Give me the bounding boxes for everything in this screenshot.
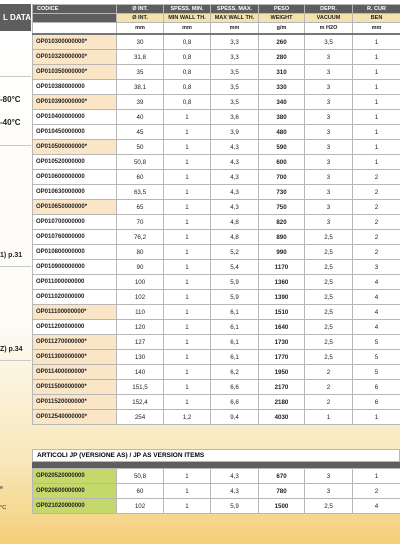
- code-cell: OP010900000000: [33, 260, 117, 275]
- weight-cell: 260: [259, 34, 305, 50]
- min-wall-cell: 1: [164, 499, 211, 514]
- max-wall-cell: 3,5: [211, 95, 259, 110]
- weight-cell: 890: [259, 230, 305, 245]
- table-row: [33, 410, 400, 425]
- spec-table: [32, 4, 400, 425]
- bend-cell: 1: [353, 95, 400, 110]
- int-diameter-cell: 31,8: [117, 50, 164, 65]
- int-diameter-cell: 151,5: [117, 380, 164, 395]
- int-diameter-cell: 152,4: [117, 395, 164, 410]
- vacuum-cell: 2,5: [305, 245, 353, 260]
- min-wall-cell: 0,8: [164, 34, 211, 50]
- vacuum-cell: 3: [305, 140, 353, 155]
- code-cell: OP010520000000: [33, 155, 117, 170]
- min-wall-cell: 1: [164, 469, 211, 484]
- max-wall-cell: 4,3: [211, 140, 259, 155]
- min-wall-cell: 1: [164, 140, 211, 155]
- max-wall-cell: 6,1: [211, 320, 259, 335]
- left-divider: [0, 360, 31, 361]
- vacuum-cell: 2,5: [305, 290, 353, 305]
- weight-cell: 330: [259, 80, 305, 95]
- code-cell: OP011000000000: [33, 275, 117, 290]
- max-wall-cell: 3,9: [211, 125, 259, 140]
- int-diameter-cell: 102: [117, 290, 164, 305]
- min-wall-cell: 1: [164, 245, 211, 260]
- vacuum-cell: 3: [305, 125, 353, 140]
- weight-cell: 670: [259, 469, 305, 484]
- table-row: [33, 65, 400, 80]
- vacuum-cell: 2,5: [305, 230, 353, 245]
- col-subheader-bend: BEN: [353, 14, 400, 23]
- code-cell: OP021020000000: [33, 499, 117, 514]
- unit-vacuum: m H2O: [305, 23, 353, 35]
- min-wall-cell: 1: [164, 320, 211, 335]
- max-wall-cell: 4,8: [211, 230, 259, 245]
- code-cell: OP010650000000*: [33, 200, 117, 215]
- table-row: [33, 185, 400, 200]
- code-cell: OP010320000000*: [33, 50, 117, 65]
- int-diameter-cell: 80: [117, 245, 164, 260]
- min-wall-cell: 1: [164, 110, 211, 125]
- code-cell: OP011520000000*: [33, 395, 117, 410]
- weight-cell: 280: [259, 50, 305, 65]
- int-diameter-cell: 90: [117, 260, 164, 275]
- weight-cell: 380: [259, 110, 305, 125]
- unit-code: [33, 23, 117, 35]
- code-cell: OP010700000000: [33, 215, 117, 230]
- col-header-bend: R. CUR: [353, 5, 400, 14]
- col-subheader-vacuum: VACUUM: [305, 14, 353, 23]
- max-wall-cell: 5,9: [211, 275, 259, 290]
- col-subheader-weight: WEIGHT: [259, 14, 305, 23]
- code-cell: OP011270000000*: [33, 335, 117, 350]
- vacuum-cell: 1: [305, 410, 353, 425]
- int-diameter-cell: 30: [117, 34, 164, 50]
- min-wall-cell: 0,8: [164, 65, 211, 80]
- table-row: [33, 380, 400, 395]
- table-row: [33, 275, 400, 290]
- min-wall-cell: 1: [164, 395, 211, 410]
- bend-cell: 1: [353, 110, 400, 125]
- table-header-row: [33, 5, 400, 14]
- table-units-row: [33, 23, 400, 35]
- table-row: [33, 230, 400, 245]
- int-diameter-cell: 45: [117, 125, 164, 140]
- max-wall-cell: 6,6: [211, 380, 259, 395]
- col-header-code: CODICE: [33, 5, 117, 14]
- min-wall-cell: 1: [164, 185, 211, 200]
- left-ref-2: Z) p.34: [0, 346, 23, 353]
- vacuum-cell: 3: [305, 484, 353, 499]
- vacuum-cell: 3: [305, 95, 353, 110]
- max-wall-cell: 4,8: [211, 215, 259, 230]
- vacuum-cell: 3,5: [305, 34, 353, 50]
- unit-max-wall: mm: [211, 23, 259, 35]
- code-cell: OP010350000000*: [33, 65, 117, 80]
- vacuum-cell: 2: [305, 395, 353, 410]
- bend-cell: 4: [353, 305, 400, 320]
- int-diameter-cell: 100: [117, 275, 164, 290]
- vacuum-cell: 2,5: [305, 260, 353, 275]
- code-cell: OP010500000000*: [33, 140, 117, 155]
- bend-cell: 5: [353, 365, 400, 380]
- weight-cell: 1950: [259, 365, 305, 380]
- left-temp-low: -80°C: [0, 95, 21, 104]
- table-row: [33, 245, 400, 260]
- max-wall-cell: 5,9: [211, 290, 259, 305]
- table-subheader-row: [33, 14, 400, 23]
- bend-cell: 2: [353, 185, 400, 200]
- vacuum-cell: 2,5: [305, 335, 353, 350]
- code-cell: OP011020000000: [33, 290, 117, 305]
- weight-cell: 820: [259, 215, 305, 230]
- min-wall-cell: 1: [164, 155, 211, 170]
- table-row: [33, 50, 400, 65]
- vacuum-cell: 2: [305, 380, 353, 395]
- min-wall-cell: 1: [164, 170, 211, 185]
- col-subheader-min-wall: MIN WALL TH.: [164, 14, 211, 23]
- int-diameter-cell: 102: [117, 499, 164, 514]
- max-wall-cell: 9,4: [211, 410, 259, 425]
- int-diameter-cell: 70: [117, 215, 164, 230]
- table-row: [33, 469, 400, 484]
- weight-cell: 4030: [259, 410, 305, 425]
- min-wall-cell: 0,8: [164, 95, 211, 110]
- weight-cell: 1500: [259, 499, 305, 514]
- left-divider: [0, 76, 31, 77]
- min-wall-cell: 1: [164, 290, 211, 305]
- bend-cell: 1: [353, 469, 400, 484]
- weight-cell: 2180: [259, 395, 305, 410]
- table-row: [33, 170, 400, 185]
- vacuum-cell: 3: [305, 200, 353, 215]
- bend-cell: 1: [353, 34, 400, 50]
- int-diameter-cell: 254: [117, 410, 164, 425]
- jp-table: [32, 468, 400, 514]
- max-wall-cell: 5,2: [211, 245, 259, 260]
- left-ref-1: 1) p.31: [0, 252, 23, 259]
- bend-cell: 1: [353, 410, 400, 425]
- table-row: [33, 290, 400, 305]
- unit-int-diameter: mm: [117, 23, 164, 35]
- min-wall-cell: 1: [164, 380, 211, 395]
- jp-section: [32, 449, 400, 514]
- weight-cell: 1770: [259, 350, 305, 365]
- bend-cell: 2: [353, 215, 400, 230]
- weight-cell: 750: [259, 200, 305, 215]
- vacuum-cell: 2,5: [305, 275, 353, 290]
- max-wall-cell: 5,4: [211, 260, 259, 275]
- col-subheader-code: [33, 14, 117, 23]
- weight-cell: 1730: [259, 335, 305, 350]
- unit-min-wall: mm: [164, 23, 211, 35]
- table-row: [33, 200, 400, 215]
- vacuum-cell: 3: [305, 170, 353, 185]
- spec-table-container: [32, 4, 400, 425]
- weight-cell: 730: [259, 185, 305, 200]
- bend-cell: 1: [353, 80, 400, 95]
- int-diameter-cell: 76,2: [117, 230, 164, 245]
- weight-cell: 1510: [259, 305, 305, 320]
- col-subheader-int-diameter: Ø INT.: [117, 14, 164, 23]
- min-wall-cell: 1: [164, 484, 211, 499]
- int-diameter-cell: 110: [117, 305, 164, 320]
- jp-table-body: [33, 469, 400, 514]
- bend-cell: 3: [353, 260, 400, 275]
- max-wall-cell: 4,3: [211, 200, 259, 215]
- max-wall-cell: 3,3: [211, 34, 259, 50]
- col-header-min-wall: SPESS. MIN.: [164, 5, 211, 14]
- table-row: [33, 350, 400, 365]
- max-wall-cell: 4,3: [211, 185, 259, 200]
- bend-cell: 5: [353, 335, 400, 350]
- table-row: [33, 499, 400, 514]
- code-cell: OP020520000000: [33, 469, 117, 484]
- min-wall-cell: 1,2: [164, 410, 211, 425]
- weight-cell: 990: [259, 245, 305, 260]
- table-row: [33, 215, 400, 230]
- bend-cell: 4: [353, 320, 400, 335]
- bend-cell: 1: [353, 125, 400, 140]
- bend-cell: 1: [353, 155, 400, 170]
- code-cell: OP011400000000*: [33, 365, 117, 380]
- code-cell: OP011200000000: [33, 320, 117, 335]
- weight-cell: 340: [259, 95, 305, 110]
- int-diameter-cell: 127: [117, 335, 164, 350]
- min-wall-cell: 0,8: [164, 80, 211, 95]
- bend-cell: 1: [353, 65, 400, 80]
- col-header-vacuum: DEPR.: [305, 5, 353, 14]
- col-header-int-diameter: Ø INT.: [117, 5, 164, 14]
- left-panel-title: L DATA: [0, 4, 31, 31]
- weight-cell: 780: [259, 484, 305, 499]
- code-cell: OP010450000000: [33, 125, 117, 140]
- weight-cell: 600: [259, 155, 305, 170]
- table-row: [33, 34, 400, 50]
- min-wall-cell: 1: [164, 350, 211, 365]
- vacuum-cell: 3: [305, 185, 353, 200]
- max-wall-cell: 4,3: [211, 484, 259, 499]
- code-cell: OP010300000000*: [33, 34, 117, 50]
- code-cell: OP020600000000: [33, 484, 117, 499]
- code-cell: OP012540000000*: [33, 410, 117, 425]
- bend-cell: 2: [353, 200, 400, 215]
- bend-cell: 5: [353, 350, 400, 365]
- spec-table-body: [33, 34, 400, 425]
- bend-cell: 2: [353, 484, 400, 499]
- vacuum-cell: 2,5: [305, 499, 353, 514]
- table-row: [33, 395, 400, 410]
- min-wall-cell: 1: [164, 275, 211, 290]
- table-row: [33, 80, 400, 95]
- vacuum-cell: 2,5: [305, 305, 353, 320]
- weight-cell: 1390: [259, 290, 305, 305]
- weight-cell: 1640: [259, 320, 305, 335]
- bend-cell: 4: [353, 275, 400, 290]
- int-diameter-cell: 63,5: [117, 185, 164, 200]
- code-cell: OP010760000000: [33, 230, 117, 245]
- weight-cell: 1170: [259, 260, 305, 275]
- unit-bend: mm: [353, 23, 400, 35]
- bend-cell: 1: [353, 50, 400, 65]
- int-diameter-cell: 120: [117, 320, 164, 335]
- int-diameter-cell: 50: [117, 140, 164, 155]
- bend-cell: 2: [353, 245, 400, 260]
- vacuum-cell: 3: [305, 50, 353, 65]
- table-row: [33, 110, 400, 125]
- code-cell: OP010600000000: [33, 170, 117, 185]
- table-row: [33, 125, 400, 140]
- int-diameter-cell: 60: [117, 170, 164, 185]
- table-row: [33, 155, 400, 170]
- min-wall-cell: 1: [164, 335, 211, 350]
- weight-cell: 1360: [259, 275, 305, 290]
- max-wall-cell: 3,5: [211, 80, 259, 95]
- left-temp-high: -40°C: [0, 118, 21, 127]
- weight-cell: 310: [259, 65, 305, 80]
- max-wall-cell: 6,6: [211, 395, 259, 410]
- min-wall-cell: 1: [164, 365, 211, 380]
- bend-cell: 1: [353, 140, 400, 155]
- col-header-max-wall: SPESS. MAX.: [211, 5, 259, 14]
- vacuum-cell: 3: [305, 80, 353, 95]
- bend-cell: 4: [353, 290, 400, 305]
- vacuum-cell: 2: [305, 365, 353, 380]
- unit-weight: g/m: [259, 23, 305, 35]
- vacuum-cell: 3: [305, 155, 353, 170]
- min-wall-cell: 1: [164, 125, 211, 140]
- code-cell: OP011500000000*: [33, 380, 117, 395]
- min-wall-cell: 1: [164, 200, 211, 215]
- table-row: [33, 484, 400, 499]
- max-wall-cell: 4,3: [211, 170, 259, 185]
- max-wall-cell: 4,3: [211, 469, 259, 484]
- table-row: [33, 365, 400, 380]
- vacuum-cell: 3: [305, 469, 353, 484]
- int-diameter-cell: 50,8: [117, 469, 164, 484]
- int-diameter-cell: 60: [117, 484, 164, 499]
- min-wall-cell: 0,8: [164, 50, 211, 65]
- int-diameter-cell: 35: [117, 65, 164, 80]
- code-cell: OP010400000000: [33, 110, 117, 125]
- code-cell: OP010390000000*: [33, 95, 117, 110]
- int-diameter-cell: 39: [117, 95, 164, 110]
- vacuum-cell: 2,5: [305, 320, 353, 335]
- int-diameter-cell: 38,1: [117, 80, 164, 95]
- bend-cell: 4: [353, 499, 400, 514]
- vacuum-cell: 3: [305, 65, 353, 80]
- max-wall-cell: 3,5: [211, 65, 259, 80]
- bend-cell: 6: [353, 395, 400, 410]
- min-wall-cell: 1: [164, 305, 211, 320]
- vacuum-cell: 3: [305, 110, 353, 125]
- int-diameter-cell: 65: [117, 200, 164, 215]
- left-divider: [0, 145, 31, 146]
- min-wall-cell: 1: [164, 260, 211, 275]
- left-note-1: e: [0, 485, 4, 491]
- left-divider: [0, 266, 31, 267]
- bend-cell: 6: [353, 380, 400, 395]
- int-diameter-cell: 40: [117, 110, 164, 125]
- code-cell: OP010380000000: [33, 80, 117, 95]
- max-wall-cell: 6,1: [211, 335, 259, 350]
- table-row: [33, 320, 400, 335]
- table-row: [33, 335, 400, 350]
- code-cell: OP011300000000*: [33, 350, 117, 365]
- bend-cell: 2: [353, 170, 400, 185]
- col-header-weight: PESO: [259, 5, 305, 14]
- table-row: [33, 140, 400, 155]
- weight-cell: 480: [259, 125, 305, 140]
- int-diameter-cell: 50,8: [117, 155, 164, 170]
- col-subheader-max-wall: MAX WALL TH.: [211, 14, 259, 23]
- max-wall-cell: 3,6: [211, 110, 259, 125]
- max-wall-cell: 6,2: [211, 365, 259, 380]
- min-wall-cell: 1: [164, 230, 211, 245]
- code-cell: OP010800000000: [33, 245, 117, 260]
- max-wall-cell: 5,9: [211, 499, 259, 514]
- int-diameter-cell: 130: [117, 350, 164, 365]
- weight-cell: 2170: [259, 380, 305, 395]
- table-row: [33, 95, 400, 110]
- max-wall-cell: 4,3: [211, 155, 259, 170]
- code-cell: OP011100000000*: [33, 305, 117, 320]
- left-panel: [0, 0, 31, 544]
- code-cell: OP010630000000: [33, 185, 117, 200]
- int-diameter-cell: 140: [117, 365, 164, 380]
- weight-cell: 700: [259, 170, 305, 185]
- weight-cell: 590: [259, 140, 305, 155]
- max-wall-cell: 3,3: [211, 50, 259, 65]
- left-note-2: °C: [0, 505, 7, 511]
- max-wall-cell: 6,1: [211, 305, 259, 320]
- bend-cell: 2: [353, 230, 400, 245]
- max-wall-cell: 6,1: [211, 350, 259, 365]
- table-row: [33, 305, 400, 320]
- table-row: [33, 260, 400, 275]
- min-wall-cell: 1: [164, 215, 211, 230]
- jp-section-title: ARTICOLI JP (VERSIONE AS) / JP AS VERSION ITEMS: [32, 449, 400, 462]
- vacuum-cell: 3: [305, 215, 353, 230]
- vacuum-cell: 2,5: [305, 350, 353, 365]
